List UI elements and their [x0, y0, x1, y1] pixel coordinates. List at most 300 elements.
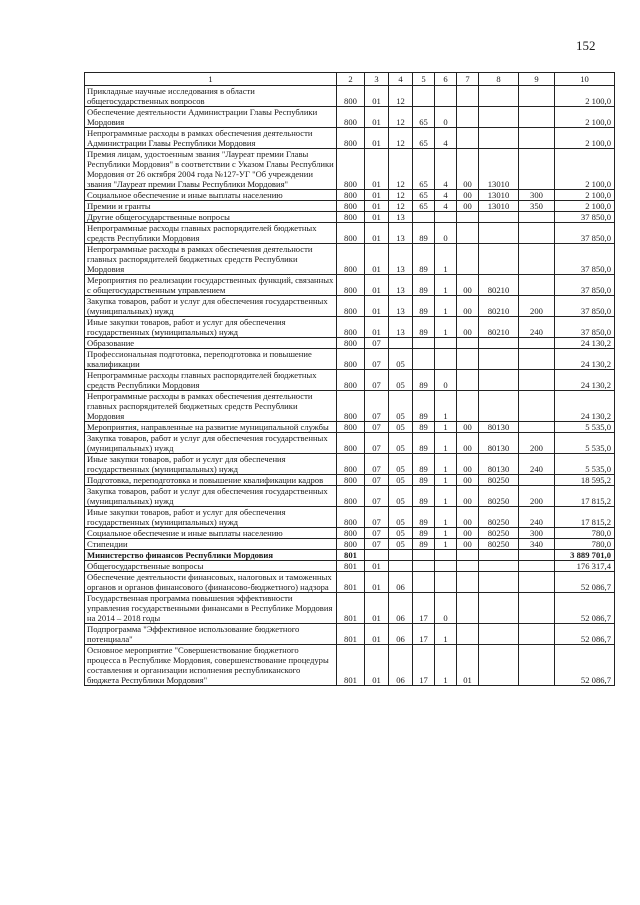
table-row [85, 433, 615, 454]
amount: 52 086,7 [555, 645, 615, 686]
amount: 5 535,0 [555, 433, 615, 454]
amount: 2 100,0 [555, 86, 615, 107]
table-row [85, 561, 615, 572]
subprogram-code: 1 [435, 296, 457, 317]
row-name: Иные закупки товаров, работ и услуг для обеспечения государственных (муниципальных) нужд [85, 507, 337, 528]
direction-code [479, 561, 519, 572]
direction-code [479, 349, 519, 370]
program-code [413, 550, 435, 561]
podrazdel-code: 13 [389, 223, 413, 244]
program-code: 65 [413, 190, 435, 201]
razdel-code: 01 [365, 86, 389, 107]
table-row [85, 107, 615, 128]
header-cell: 8 [479, 73, 519, 86]
table-row [85, 550, 615, 561]
program-code [413, 338, 435, 349]
expense-type-code: 240 [519, 317, 555, 338]
subprogram-code: 4 [435, 201, 457, 212]
event-code: 00 [457, 454, 479, 475]
program-code: 17 [413, 593, 435, 624]
razdel-code: 07 [365, 539, 389, 550]
glava-code: 800 [337, 296, 365, 317]
razdel-code: 01 [365, 190, 389, 201]
event-code [457, 338, 479, 349]
row-name: Подпрограмма "Эффективное использование бюджетного потенциала" [85, 624, 337, 645]
program-code: 89 [413, 391, 435, 422]
program-code: 89 [413, 370, 435, 391]
direction-code [479, 550, 519, 561]
podrazdel-code: 06 [389, 645, 413, 686]
glava-code: 800 [337, 128, 365, 149]
direction-code: 13010 [479, 149, 519, 190]
razdel-code: 01 [365, 296, 389, 317]
amount: 2 100,0 [555, 107, 615, 128]
subprogram-code: 4 [435, 128, 457, 149]
glava-code: 800 [337, 507, 365, 528]
subprogram-code [435, 572, 457, 593]
event-code: 00 [457, 190, 479, 201]
table-row [85, 212, 615, 223]
amount: 52 086,7 [555, 572, 615, 593]
header-cell: 1 [85, 73, 337, 86]
table-row [85, 645, 615, 686]
table-row [85, 275, 615, 296]
direction-code: 13010 [479, 190, 519, 201]
glava-code: 800 [337, 370, 365, 391]
program-code: 89 [413, 486, 435, 507]
podrazdel-code: 12 [389, 128, 413, 149]
subprogram-code: 1 [435, 528, 457, 539]
row-name: Подготовка, переподготовка и повышение квалификации кадров [85, 475, 337, 486]
expense-type-code [519, 624, 555, 645]
event-code [457, 391, 479, 422]
amount: 2 100,0 [555, 128, 615, 149]
program-code: 89 [413, 507, 435, 528]
row-name: Закупка товаров, работ и услуг для обеспечения государственных (муниципальных) нужд [85, 296, 337, 317]
podrazdel-code: 13 [389, 212, 413, 223]
direction-code [479, 391, 519, 422]
event-code [457, 593, 479, 624]
program-code: 89 [413, 475, 435, 486]
expense-type-code [519, 244, 555, 275]
event-code [457, 561, 479, 572]
amount: 780,0 [555, 528, 615, 539]
podrazdel-code [389, 550, 413, 561]
glava-code: 801 [337, 624, 365, 645]
podrazdel-code: 05 [389, 370, 413, 391]
row-name: Непрограммные расходы в рамках обеспечения деятельности главных распорядителей бюджетных средств Республики Мордовия [85, 391, 337, 422]
amount: 2 100,0 [555, 201, 615, 212]
razdel-code [365, 550, 389, 561]
expense-type-code [519, 107, 555, 128]
event-code [457, 370, 479, 391]
header-cell: 7 [457, 73, 479, 86]
program-code: 89 [413, 317, 435, 338]
podrazdel-code: 05 [389, 391, 413, 422]
event-code [457, 223, 479, 244]
podrazdel-code: 05 [389, 486, 413, 507]
amount: 37 850,0 [555, 317, 615, 338]
direction-code: 80130 [479, 454, 519, 475]
direction-code: 80250 [479, 507, 519, 528]
direction-code [479, 593, 519, 624]
event-code: 00 [457, 149, 479, 190]
table-row [85, 507, 615, 528]
expense-type-code: 300 [519, 528, 555, 539]
subprogram-code: 4 [435, 149, 457, 190]
program-code: 89 [413, 275, 435, 296]
direction-code: 80250 [479, 528, 519, 539]
expense-type-code: 340 [519, 539, 555, 550]
program-code: 17 [413, 645, 435, 686]
glava-code: 800 [337, 275, 365, 296]
row-name: Основное мероприятие "Совершенствование бюджетного процесса в Республике Мордовия, совершенствование процедуры составления и организации исполнения республиканского бюджета Республики Мордовия" [85, 645, 337, 686]
expense-type-code: 350 [519, 201, 555, 212]
glava-code: 800 [337, 454, 365, 475]
podrazdel-code [389, 561, 413, 572]
event-code [457, 349, 479, 370]
row-name: Государственная программа повышения эффективности управления государственными финансами в Республике Мордовия на 2014 – 2018 годы [85, 593, 337, 624]
event-code: 00 [457, 539, 479, 550]
glava-code: 801 [337, 561, 365, 572]
program-code [413, 572, 435, 593]
glava-code: 800 [337, 212, 365, 223]
podrazdel-code: 12 [389, 149, 413, 190]
event-code [457, 624, 479, 645]
direction-code: 80210 [479, 275, 519, 296]
event-code [457, 128, 479, 149]
subprogram-code: 1 [435, 391, 457, 422]
podrazdel-code: 13 [389, 317, 413, 338]
amount: 37 850,0 [555, 223, 615, 244]
subprogram-code: 1 [435, 475, 457, 486]
subprogram-code: 1 [435, 433, 457, 454]
row-name: Закупка товаров, работ и услуг для обеспечения государственных (муниципальных) нужд [85, 433, 337, 454]
glava-code: 801 [337, 645, 365, 686]
subprogram-code [435, 86, 457, 107]
direction-code: 80130 [479, 433, 519, 454]
glava-code: 800 [337, 486, 365, 507]
table-row [85, 338, 615, 349]
row-name: Закупка товаров, работ и услуг для обеспечения государственных (муниципальных) нужд [85, 486, 337, 507]
direction-code: 80210 [479, 296, 519, 317]
glava-code: 800 [337, 475, 365, 486]
expense-type-code [519, 561, 555, 572]
razdel-code: 01 [365, 645, 389, 686]
program-code: 89 [413, 422, 435, 433]
razdel-code: 07 [365, 454, 389, 475]
program-code [413, 212, 435, 223]
glava-code: 800 [337, 149, 365, 190]
direction-code: 13010 [479, 201, 519, 212]
header-cell: 5 [413, 73, 435, 86]
expense-type-code [519, 550, 555, 561]
page-number: 152 [576, 38, 596, 53]
table-row [85, 528, 615, 539]
expense-type-code: 200 [519, 486, 555, 507]
row-name: Иные закупки товаров, работ и услуг для обеспечения государственных (муниципальных) нужд [85, 317, 337, 338]
table-row [85, 391, 615, 422]
direction-code [479, 338, 519, 349]
amount: 3 889 701,0 [555, 550, 615, 561]
razdel-code: 01 [365, 572, 389, 593]
podrazdel-code: 13 [389, 275, 413, 296]
subprogram-code: 1 [435, 244, 457, 275]
row-name: Стипендии [85, 539, 337, 550]
row-name: Обеспечение деятельности Администрации Главы Республики Мордовия [85, 107, 337, 128]
direction-code [479, 223, 519, 244]
podrazdel-code: 13 [389, 244, 413, 275]
direction-code [479, 624, 519, 645]
amount: 17 815,2 [555, 507, 615, 528]
event-code: 00 [457, 507, 479, 528]
expense-type-code: 240 [519, 507, 555, 528]
glava-code: 800 [337, 244, 365, 275]
direction-code [479, 212, 519, 223]
razdel-code: 01 [365, 275, 389, 296]
header-cell: 9 [519, 73, 555, 86]
table-row [85, 475, 615, 486]
event-code: 00 [457, 422, 479, 433]
event-code: 00 [457, 275, 479, 296]
row-name: Министерство финансов Республики Мордовия [85, 550, 337, 561]
expense-type-code [519, 212, 555, 223]
program-code: 89 [413, 244, 435, 275]
table-row [85, 86, 615, 107]
expense-type-code: 200 [519, 296, 555, 317]
event-code: 00 [457, 486, 479, 507]
podrazdel-code: 12 [389, 190, 413, 201]
amount: 18 595,2 [555, 475, 615, 486]
razdel-code: 01 [365, 244, 389, 275]
header-cell: 2 [337, 73, 365, 86]
razdel-code: 07 [365, 528, 389, 539]
glava-code: 800 [337, 338, 365, 349]
expense-type-code [519, 572, 555, 593]
expense-type-code [519, 422, 555, 433]
direction-code: 80210 [479, 317, 519, 338]
expense-type-code [519, 593, 555, 624]
program-code: 89 [413, 528, 435, 539]
glava-code: 800 [337, 433, 365, 454]
expense-type-code [519, 645, 555, 686]
razdel-code: 01 [365, 561, 389, 572]
event-code [457, 107, 479, 128]
program-code: 17 [413, 624, 435, 645]
glava-code: 801 [337, 572, 365, 593]
podrazdel-code: 13 [389, 296, 413, 317]
row-name: Непрограммные расходы в рамках обеспечения деятельности Администрации Главы Республики Мордовия [85, 128, 337, 149]
table-row [85, 296, 615, 317]
razdel-code: 01 [365, 624, 389, 645]
razdel-code: 01 [365, 107, 389, 128]
razdel-code: 01 [365, 149, 389, 190]
event-code [457, 86, 479, 107]
glava-code: 800 [337, 86, 365, 107]
razdel-code: 01 [365, 212, 389, 223]
expense-type-code [519, 391, 555, 422]
expense-type-code [519, 338, 555, 349]
subprogram-code: 4 [435, 190, 457, 201]
direction-code [479, 244, 519, 275]
razdel-code: 07 [365, 338, 389, 349]
subprogram-code: 1 [435, 422, 457, 433]
podrazdel-code: 06 [389, 624, 413, 645]
glava-code: 800 [337, 317, 365, 338]
subprogram-code [435, 338, 457, 349]
row-name: Социальное обеспечение и иные выплаты населению [85, 190, 337, 201]
subprogram-code: 1 [435, 645, 457, 686]
subprogram-code: 0 [435, 107, 457, 128]
razdel-code: 01 [365, 223, 389, 244]
amount: 5 535,0 [555, 422, 615, 433]
table-row [85, 128, 615, 149]
event-code: 00 [457, 475, 479, 486]
subprogram-code [435, 212, 457, 223]
event-code: 00 [457, 296, 479, 317]
header-cell: 10 [555, 73, 615, 86]
program-code: 89 [413, 454, 435, 475]
glava-code: 800 [337, 107, 365, 128]
event-code [457, 212, 479, 223]
header-row [85, 73, 615, 86]
row-name: Мероприятия, направленные на развитие муниципальной службы [85, 422, 337, 433]
event-code: 01 [457, 645, 479, 686]
row-name: Непрограммные расходы главных распорядителей бюджетных средств Республики Мордовия [85, 370, 337, 391]
table-row [85, 624, 615, 645]
table-body [85, 86, 615, 686]
row-name: Образование [85, 338, 337, 349]
glava-code: 800 [337, 190, 365, 201]
subprogram-code: 0 [435, 593, 457, 624]
subprogram-code [435, 561, 457, 572]
direction-code: 80250 [479, 486, 519, 507]
podrazdel-code: 05 [389, 349, 413, 370]
amount: 37 850,0 [555, 212, 615, 223]
row-name: Общегосударственные вопросы [85, 561, 337, 572]
podrazdel-code: 05 [389, 507, 413, 528]
podrazdel-code: 05 [389, 422, 413, 433]
amount: 37 850,0 [555, 244, 615, 275]
amount: 37 850,0 [555, 296, 615, 317]
amount: 2 100,0 [555, 190, 615, 201]
podrazdel-code: 06 [389, 572, 413, 593]
table-row [85, 201, 615, 212]
program-code: 65 [413, 107, 435, 128]
razdel-code: 07 [365, 370, 389, 391]
table-row [85, 190, 615, 201]
table-row [85, 223, 615, 244]
row-name: Другие общегосударственные вопросы [85, 212, 337, 223]
amount: 2 100,0 [555, 149, 615, 190]
podrazdel-code: 06 [389, 593, 413, 624]
glava-code: 800 [337, 422, 365, 433]
razdel-code: 01 [365, 128, 389, 149]
amount: 52 086,7 [555, 624, 615, 645]
table-row [85, 370, 615, 391]
amount: 24 130,2 [555, 391, 615, 422]
table-row [85, 572, 615, 593]
direction-code: 80130 [479, 422, 519, 433]
expense-type-code [519, 86, 555, 107]
podrazdel-code: 12 [389, 86, 413, 107]
glava-code: 801 [337, 550, 365, 561]
event-code [457, 244, 479, 275]
header-cell: 4 [389, 73, 413, 86]
row-name: Премия лицам, удостоенным звания "Лауреат премии Главы Республики Мордовия" в соответствии с Указом Главы Республики Мордовия от 26 октября 2004 года №127-УГ "Об учреждении звания "Лауреат премии Главы Республики Мордовия" [85, 149, 337, 190]
direction-code [479, 645, 519, 686]
glava-code: 800 [337, 539, 365, 550]
table-row [85, 349, 615, 370]
direction-code: 80250 [479, 475, 519, 486]
program-code: 89 [413, 539, 435, 550]
subprogram-code: 1 [435, 317, 457, 338]
program-code: 89 [413, 433, 435, 454]
podrazdel-code: 05 [389, 433, 413, 454]
direction-code [479, 572, 519, 593]
row-name: Иные закупки товаров, работ и услуг для обеспечения государственных (муниципальных) нужд [85, 454, 337, 475]
program-code [413, 349, 435, 370]
expense-type-code [519, 349, 555, 370]
podrazdel-code: 05 [389, 475, 413, 486]
subprogram-code: 1 [435, 624, 457, 645]
podrazdel-code: 12 [389, 201, 413, 212]
direction-code [479, 86, 519, 107]
glava-code: 801 [337, 593, 365, 624]
direction-code [479, 370, 519, 391]
subprogram-code [435, 550, 457, 561]
amount: 24 130,2 [555, 338, 615, 349]
subprogram-code: 1 [435, 486, 457, 507]
glava-code: 800 [337, 223, 365, 244]
table-row [85, 486, 615, 507]
table-row [85, 539, 615, 550]
subprogram-code: 1 [435, 507, 457, 528]
expense-type-code [519, 149, 555, 190]
glava-code: 800 [337, 201, 365, 212]
expense-type-code [519, 275, 555, 296]
subprogram-code: 1 [435, 539, 457, 550]
razdel-code: 07 [365, 475, 389, 486]
row-name: Социальное обеспечение и иные выплаты населению [85, 528, 337, 539]
podrazdel-code: 05 [389, 528, 413, 539]
program-code: 89 [413, 296, 435, 317]
event-code: 00 [457, 201, 479, 212]
program-code: 65 [413, 149, 435, 190]
event-code [457, 572, 479, 593]
row-name: Профессиональная подготовка, переподготовка и повышение квалификации [85, 349, 337, 370]
podrazdel-code: 05 [389, 539, 413, 550]
razdel-code: 07 [365, 433, 389, 454]
expense-type-code [519, 223, 555, 244]
direction-code [479, 107, 519, 128]
expense-type-code [519, 475, 555, 486]
row-name: Прикладные научные исследования в области общегосударственных вопросов [85, 86, 337, 107]
amount: 24 130,2 [555, 370, 615, 391]
program-code: 65 [413, 128, 435, 149]
amount: 780,0 [555, 539, 615, 550]
subprogram-code: 1 [435, 454, 457, 475]
expense-type-code [519, 128, 555, 149]
amount: 17 815,2 [555, 486, 615, 507]
razdel-code: 01 [365, 201, 389, 212]
direction-code: 80250 [479, 539, 519, 550]
row-name: Непрограммные расходы главных распорядителей бюджетных средств Республики Мордовия [85, 223, 337, 244]
event-code [457, 550, 479, 561]
subprogram-code [435, 349, 457, 370]
subprogram-code: 0 [435, 223, 457, 244]
razdel-code: 07 [365, 422, 389, 433]
